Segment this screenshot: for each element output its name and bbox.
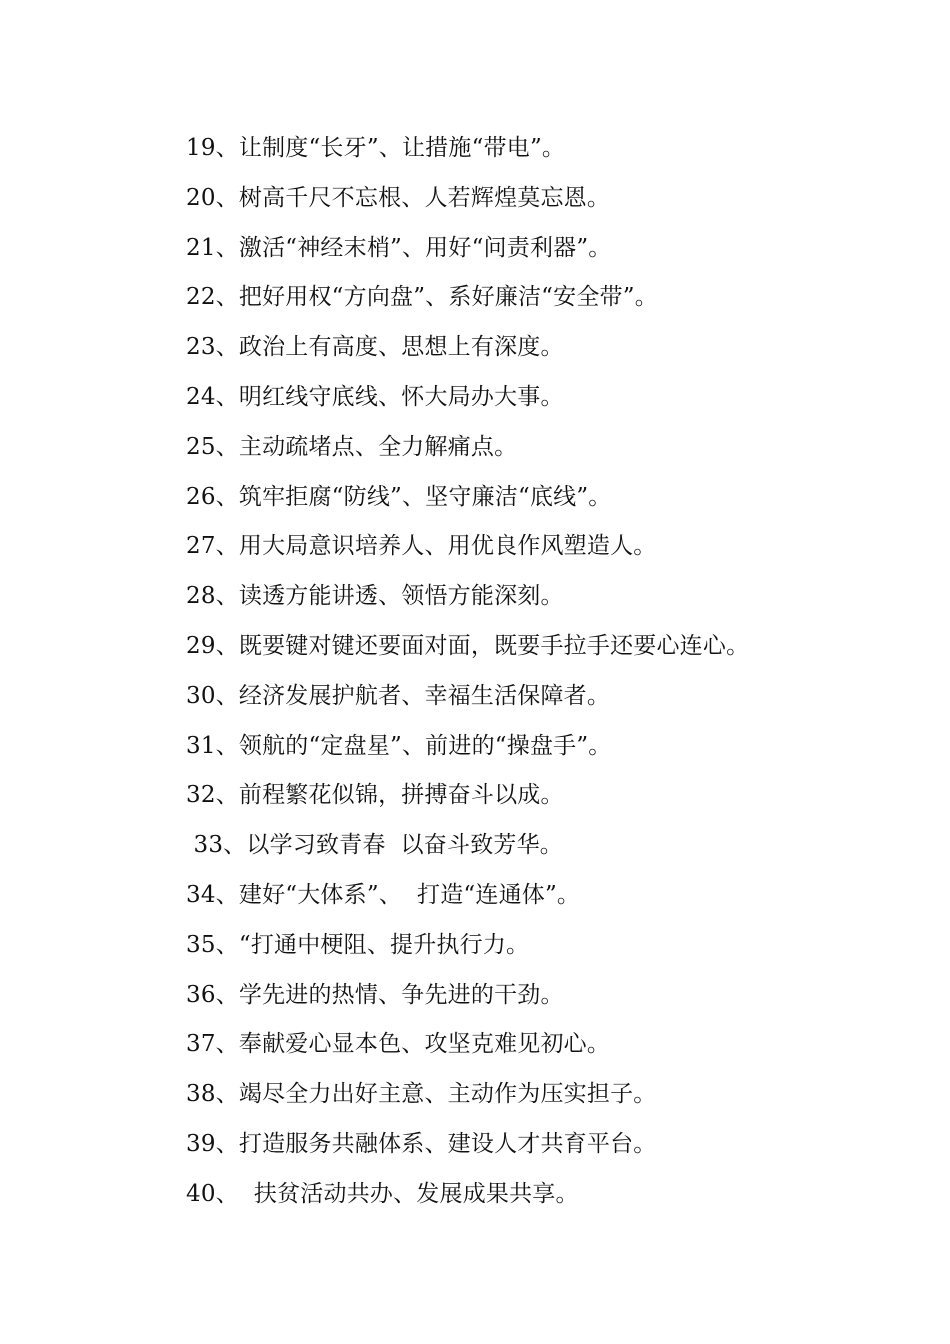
list-item: 20、树高千尺不忘根、人若辉煌莫忘恩。 bbox=[186, 184, 611, 211]
list-item: 26、筑牢拒腐“防线”、坚守廉洁“底线”。 bbox=[186, 483, 612, 510]
list-item: 31、领航的“定盘星”、前进的“操盘手”。 bbox=[186, 732, 612, 759]
list-item: 24、明红线守底线、怀大局办大事。 bbox=[186, 383, 564, 410]
list-item: 40、 扶贫活动共办、发展成果共享。 bbox=[186, 1180, 579, 1207]
list-item: 37、奉献爱心显本色、攻坚克难见初心。 bbox=[186, 1031, 611, 1058]
list-item: 30、经济发展护航者、幸福生活保障者。 bbox=[186, 682, 611, 709]
list-item: 19、让制度“长牙”、让措施“带电”。 bbox=[186, 135, 566, 161]
list-item: 25、主动疏堵点、全力解痛点。 bbox=[186, 433, 518, 460]
slogan-list bbox=[186, 124, 749, 1220]
list-item: 22、把好用权“方向盘”、系好廉洁“安全带”。 bbox=[186, 284, 658, 311]
list-item: 39、打造服务共融体系、建设人才共育平台。 bbox=[186, 1130, 657, 1157]
list-item: 33、以学习致青春 以奋斗致芳华。 bbox=[186, 832, 563, 859]
list-item: 27、用大局意识培养人、用优良作风塑造人。 bbox=[186, 533, 657, 560]
list-item: 23、政治上有高度、思想上有深度。 bbox=[186, 334, 564, 361]
list-item: 34、建好“大体系”、 打造“连通体”。 bbox=[186, 881, 581, 908]
list-item: 38、竭尽全力出好主意、主动作为压实担子。 bbox=[186, 1081, 657, 1108]
list-item: 21、激活“神经末梢”、用好“问责利器”。 bbox=[186, 234, 612, 261]
list-item: 28、读透方能讲透、领悟方能深刻。 bbox=[186, 583, 564, 610]
list-item: 29、既要键对键还要面对面，既要手拉手还要心连心。 bbox=[186, 632, 750, 659]
list-item: 35、“打通中梗阻、提升执行力。 bbox=[186, 931, 530, 958]
list-item: 32、前程繁花似锦，拼搏奋斗以成。 bbox=[186, 782, 564, 809]
list-item: 36、学先进的热情、争先进的干劲。 bbox=[186, 981, 564, 1008]
